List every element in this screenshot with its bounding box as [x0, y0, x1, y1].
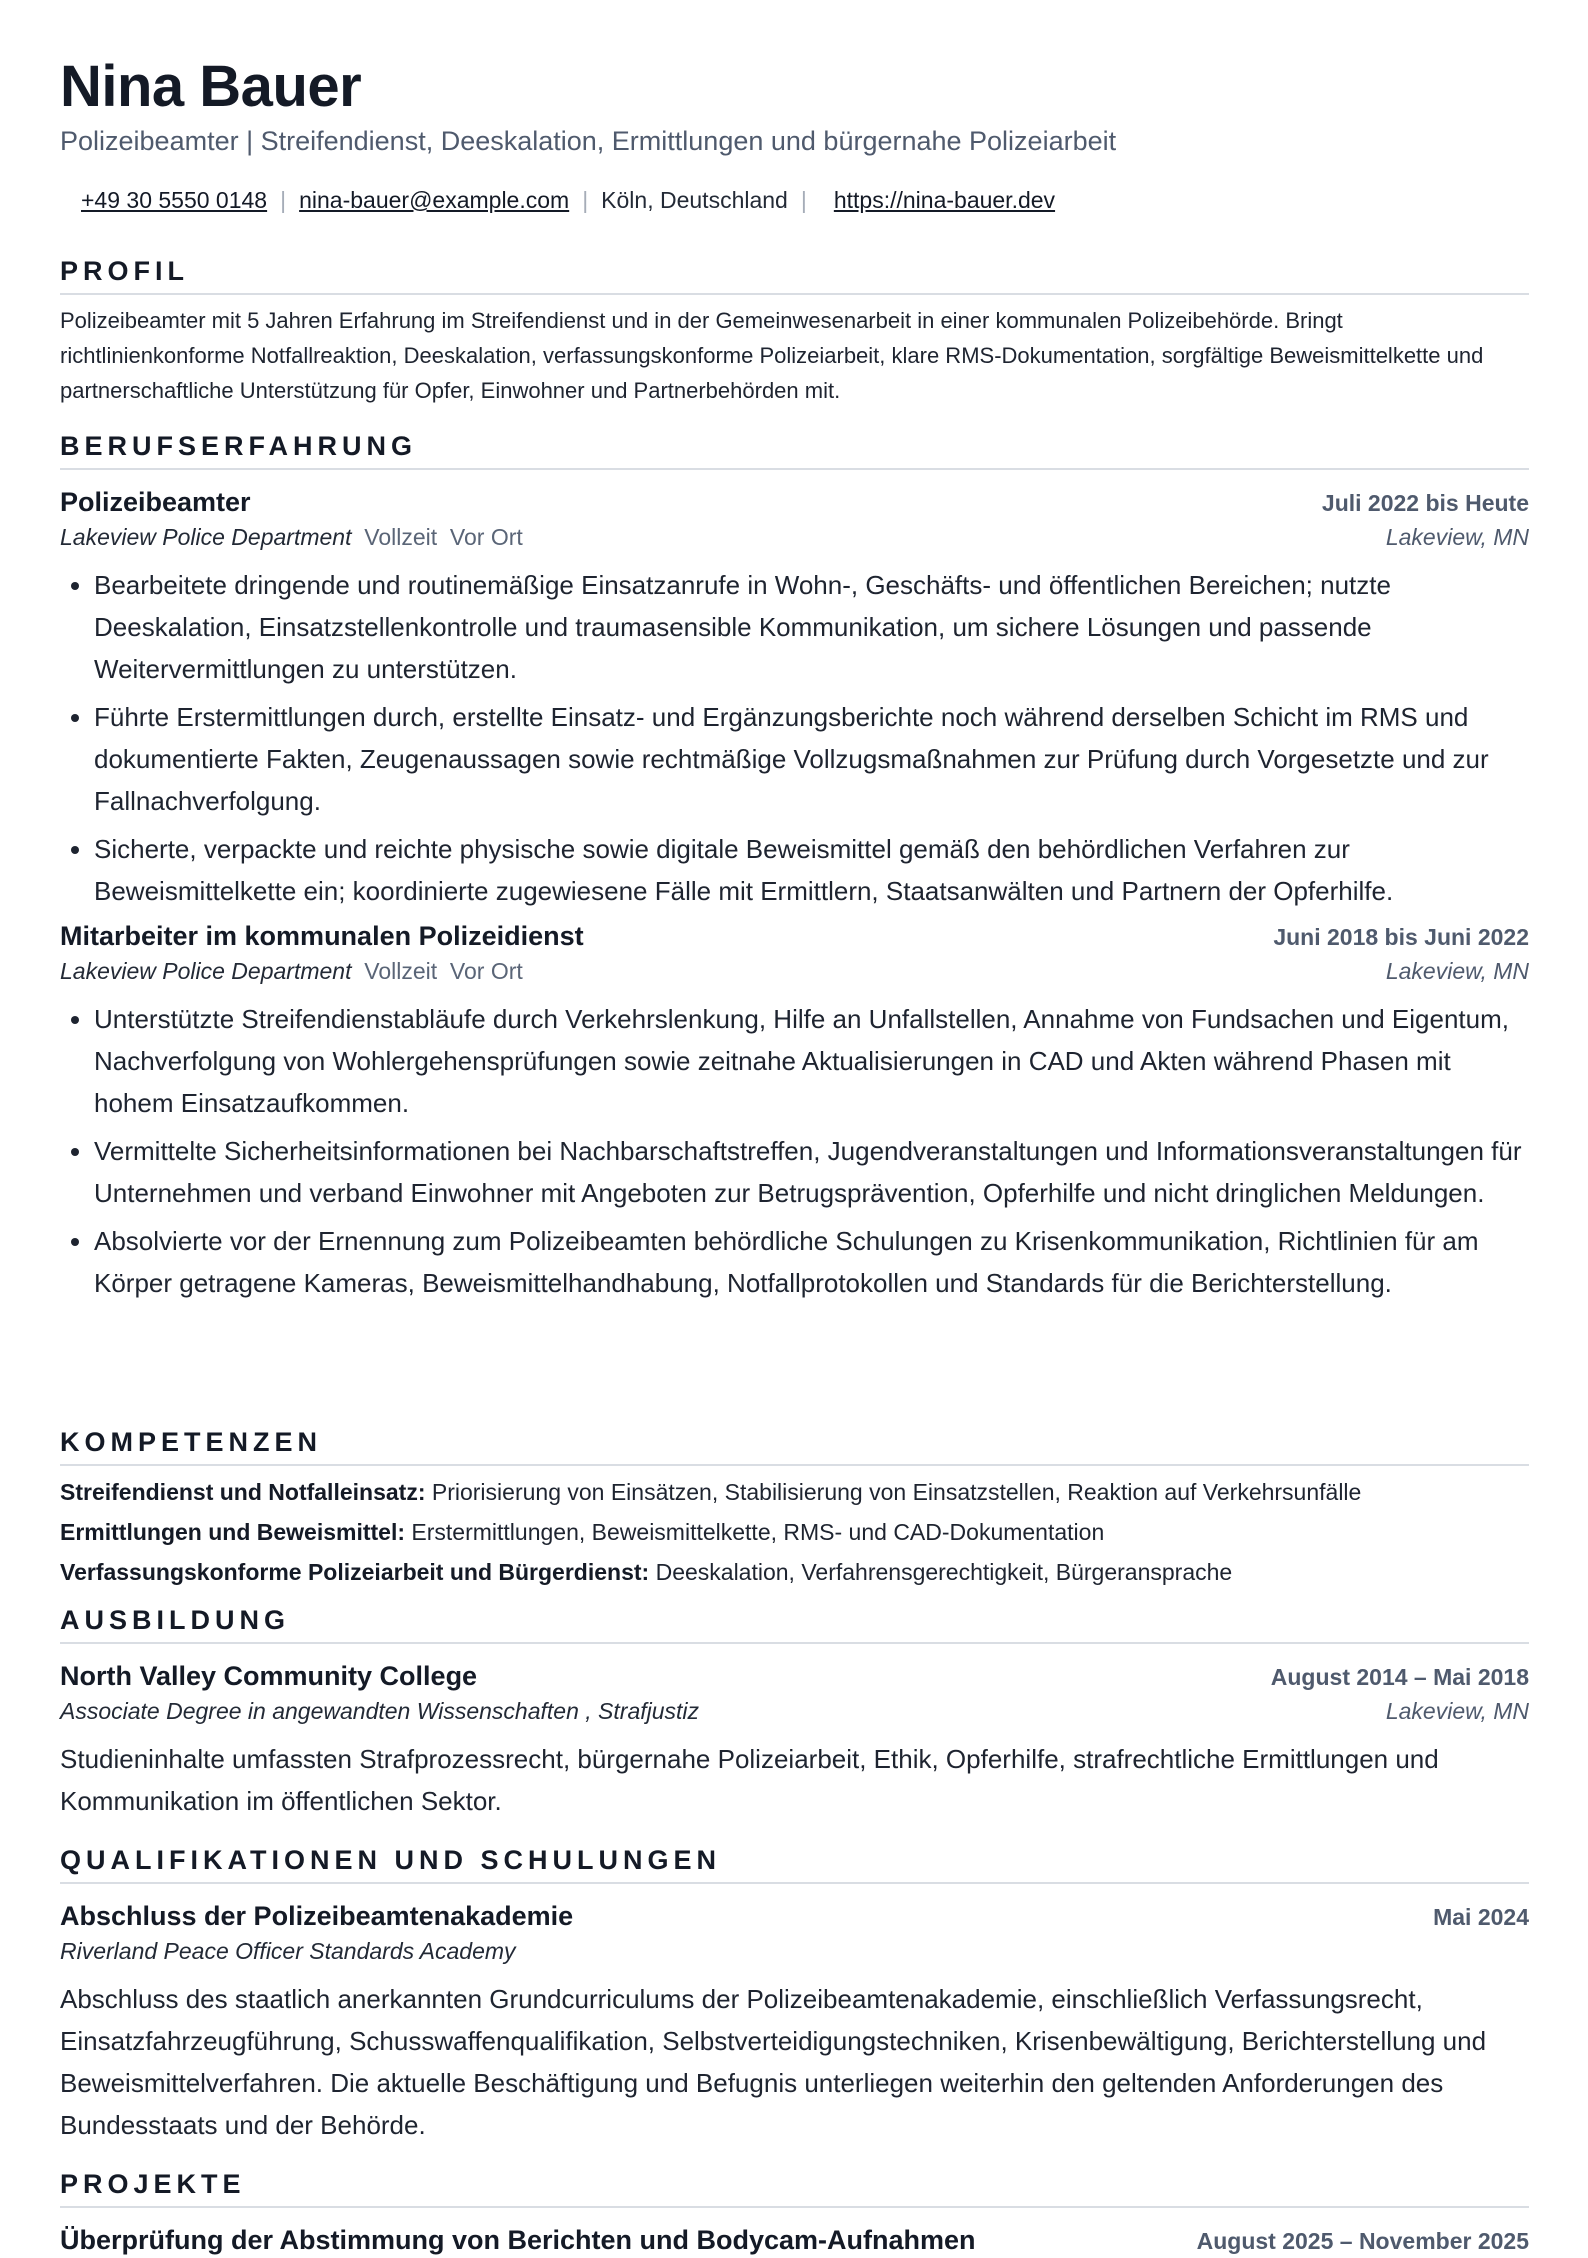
- job-employer: Lakeview Police Department: [60, 524, 352, 550]
- skill-line: [60, 1472, 1529, 1512]
- skill-value: Priorisierung von Einsätzen, Stabilisierung von Einsatzstellen, Reaktion auf Verkehrsunfälle: [431, 1479, 1362, 1505]
- certifications-section: [60, 1844, 1529, 2146]
- section-title: QUALIFIKATIONEN UND SCHULUNGEN: [60, 1845, 721, 1875]
- section-title: KOMPETENZEN: [60, 1427, 323, 1457]
- section-title: AUSBILDUNG: [60, 1605, 290, 1635]
- list-item: • Sicherte, verpackte und reichte physische sowie digitale Beweismittel gemäß den behördlichen Verfahren zur Beweismittelkette ein; koordinierte zugewiesene Fälle mit Ermittlern, Staatsanwälten und Partnern der Opferhilfe.: [94, 828, 1529, 912]
- certification-date: Mai 2024: [1433, 1904, 1529, 1930]
- list-item: • Unterstützte Streifendienstabläufe durch Verkehrslenkung, Hilfe an Unfallstellen, Annahme von Fundsachen und Eigentum, Nachverfolgung von Wohlergehensprüfungen sowie zeitnahe Aktualisierungen in CAD und Akten während Phasen mit hohem Einsatzaufkommen.: [94, 998, 1529, 1124]
- job-title: Mitarbeiter im kommunalen Polizeidienst: [60, 921, 584, 951]
- section-divider: [60, 1642, 1529, 1644]
- contact-line: [81, 185, 1055, 215]
- job-location: Lakeview, MN: [1385, 524, 1529, 550]
- list-item: • Bearbeitete dringende und routinemäßige Einsatzanrufe in Wohn-, Geschäfts- und öffentlichen Bereichen; nutzte Deeskalation, Einsatzstellenkontrolle und traumasensible Kommunikation, um sichere Lösungen und passende Weitervermittlungen zu unterstützen.: [94, 564, 1529, 690]
- certification-description: Abschluss des staatlich anerkannten Grundcurriculums der Polizeibeamtenakademie, einschließlich Verfassungsrecht, Einsatzfahrzeugführung, Schusswaffenqualifikation, Selbstverteidigungstechniken, Krisenbewältigung, Berichterstellung und Beweismittelverfahren. Die aktuelle Beschäftigung und Befugnis unterliegen weiterhin den geltenden Anforderungen des Bundesstaats und der Behörde.: [60, 1984, 1487, 2140]
- skill-line: [60, 1552, 1529, 1592]
- candidate-name: Nina Bauer: [60, 54, 362, 119]
- skills-section: [60, 1426, 1529, 1592]
- job-entry: [60, 484, 1529, 912]
- education-location: Lakeview, MN: [1385, 1698, 1529, 1724]
- projects-section: [60, 2168, 1529, 2258]
- contact-separator: |: [800, 187, 807, 213]
- contact-separator: |: [582, 187, 589, 213]
- degree-name: Associate Degree in angewandten Wissenschaften , Strafjustiz: [60, 1698, 700, 1724]
- section-divider: [60, 1464, 1529, 1466]
- job-employer: Lakeview Police Department: [60, 958, 352, 984]
- section-title: PROJEKTE: [60, 2169, 246, 2199]
- list-item: • Absolvierte vor der Ernennung zum Polizeibeamten behördliche Schulungen zu Krisenkommunikation, Richtlinien für am Körper getragene Kameras, Beweismittelhandhabung, Notfallprotokollen und Standards für die Berichterstellung.: [94, 1220, 1529, 1304]
- section-title: BERUFSERFAHRUNG: [60, 431, 418, 461]
- email-link[interactable]: nina-bauer@example.com: [299, 187, 570, 213]
- skill-value: Deeskalation, Verfahrensgerechtigkeit, Bürgeransprache: [655, 1559, 1233, 1585]
- job-type: Vollzeit: [364, 524, 438, 550]
- experience-section: [60, 430, 1529, 1310]
- phone-link[interactable]: +49 30 5550 0148: [81, 187, 268, 213]
- website-link[interactable]: https://nina-bauer.dev: [833, 187, 1056, 213]
- job-entry: [60, 918, 1529, 1304]
- section-title: PROFIL: [60, 256, 189, 286]
- profile-section: [60, 255, 1529, 408]
- list-item: • Führte Erstermittlungen durch, erstellte Einsatz- und Ergänzungsberichte noch während derselben Schicht im RMS und dokumentierte Fakten, Zeugenaussagen sowie rechtmäßige Vollzugsmaßnahmen zur Prüfung durch Vorgesetzte und zur Fallnachverfolgung.: [94, 696, 1529, 822]
- skill-label: Ermittlungen und Beweismittel:: [60, 1519, 406, 1545]
- certification-issuer: Riverland Peace Officer Standards Academy: [60, 1938, 516, 1964]
- job-location: Lakeview, MN: [1385, 958, 1529, 984]
- certification-name: Abschluss der Polizeibeamtenakademie: [60, 1901, 574, 1931]
- section-divider: [60, 2206, 1529, 2208]
- education-date: August 2014 – Mai 2018: [1270, 1664, 1529, 1690]
- project-name: Überprüfung der Abstimmung von Berichten und Bodycam-Aufnahmen: [60, 2225, 976, 2255]
- job-title: Polizeibeamter: [60, 487, 251, 517]
- section-divider: [60, 468, 1529, 470]
- profile-summary: Polizeibeamter mit 5 Jahren Erfahrung im Streifendienst und in der Gemeinwesenarbeit in einer kommunalen Polizeibehörde. Bringt richtlinienkonforme Notfallreaktion, Deeskalation, verfassungskonforme Polizeiarbeit, klare RMS-Dokumentation, sorgfältige Beweismittelkette und partnerschaftliche Unterstützung für Opfer, Einwohner und Partnerbehörden mit.: [60, 308, 1484, 403]
- job-bullets: [60, 564, 1529, 912]
- education-section: [60, 1604, 1529, 1822]
- skill-label: Streifendienst und Notfalleinsatz:: [60, 1479, 426, 1505]
- skill-value: Erstermittlungen, Beweismittelkette, RMS- und CAD-Dokumentation: [411, 1519, 1105, 1545]
- contact-separator: |: [280, 187, 287, 213]
- project-date: August 2025 – November 2025: [1196, 2228, 1529, 2254]
- section-divider: [60, 293, 1529, 295]
- job-date: Juli 2022 bis Heute: [1321, 490, 1529, 516]
- skill-label: Verfassungskonforme Polizeiarbeit und Bürgerdienst:: [60, 1559, 650, 1585]
- job-date: Juni 2018 bis Juni 2022: [1273, 924, 1529, 950]
- job-type: Vollzeit: [364, 958, 438, 984]
- skill-line: [60, 1512, 1529, 1552]
- list-item: • Vermittelte Sicherheitsinformationen bei Nachbarschaftstreffen, Jugendveranstaltungen und Informationsveranstaltungen für Unternehmen und verband Einwohner mit Angeboten zur Betrugsprävention, Opferhilfe und nicht dringlichen Meldungen.: [94, 1130, 1529, 1214]
- section-divider: [60, 1882, 1529, 1884]
- job-mode: Vor Ort: [449, 524, 523, 550]
- candidate-headline: Polizeibeamter | Streifendienst, Deeskalation, Ermittlungen und bürgernahe Polizeiarbeit: [60, 126, 1117, 156]
- location-text: Köln, Deutschland: [601, 187, 788, 213]
- school-name: North Valley Community College: [60, 1661, 478, 1691]
- education-description: Studieninhalte umfassten Strafprozessrecht, bürgernahe Polizeiarbeit, Ethik, Opferhilfe, strafrechtliche Ermittlungen und Kommunikation im öffentlichen Sektor.: [60, 1744, 1439, 1816]
- job-bullets: [60, 998, 1529, 1304]
- job-mode: Vor Ort: [449, 958, 523, 984]
